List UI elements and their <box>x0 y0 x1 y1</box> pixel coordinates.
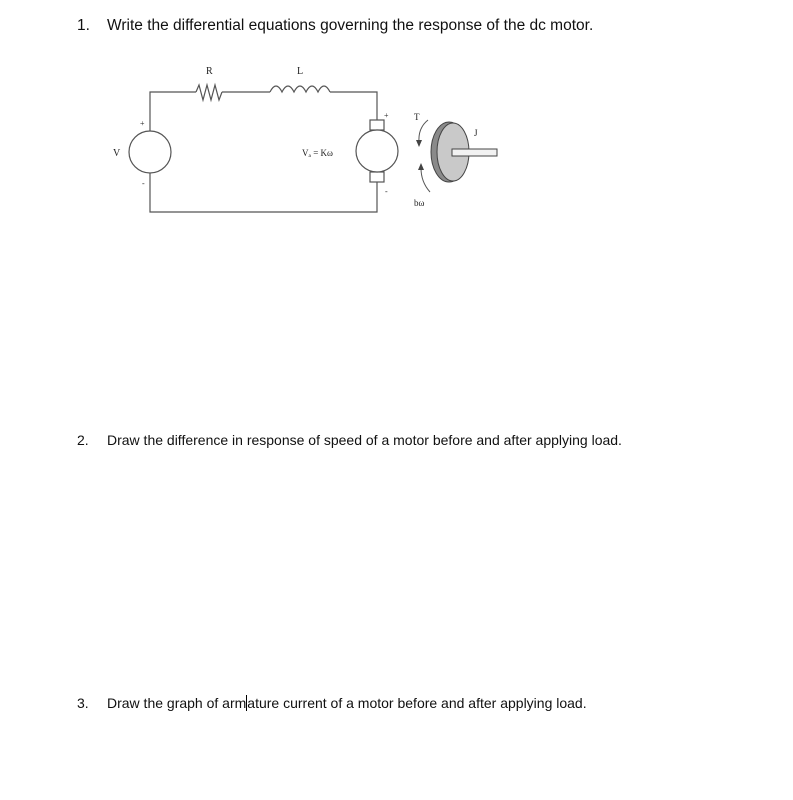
friction-label: bω <box>414 198 425 208</box>
motor-armature <box>356 130 398 172</box>
friction-arrowhead <box>418 163 424 170</box>
question-number: 2. <box>77 432 89 448</box>
torque-arrowhead <box>416 140 422 147</box>
source-label: V <box>113 148 121 159</box>
motor-shaft <box>452 149 497 156</box>
voltage-source <box>129 131 171 173</box>
torque-arrow <box>419 120 428 142</box>
motor-brush-top <box>370 120 384 130</box>
resistor-symbol <box>196 85 222 100</box>
question-text[interactable] <box>107 695 587 711</box>
text-before-cursor: Draw the graph of arm <box>107 695 247 711</box>
motor-minus-sign: - <box>385 187 388 196</box>
motor-plus-sign: + <box>384 111 389 120</box>
inertia-label: J <box>474 128 478 138</box>
wire-top-right <box>330 92 377 120</box>
text-after-cursor: ature current of a motor before and after applying load. <box>247 695 587 711</box>
source-minus-sign: - <box>142 179 145 188</box>
question-text: Write the differential equations governing the response of the dc motor. <box>107 17 594 34</box>
inductor-label: L <box>297 66 304 77</box>
question-number: 1. <box>77 17 90 34</box>
motor-brush-bottom <box>370 172 384 182</box>
question-text: Draw the difference in response of speed of a motor before and after applying load. <box>107 432 622 448</box>
question-number: 3. <box>77 695 89 711</box>
wire-top-left <box>150 92 196 131</box>
torque-label: T <box>414 112 420 122</box>
wire-bottom <box>150 172 377 212</box>
resistor-label: R <box>206 66 213 77</box>
source-plus-sign: + <box>140 119 145 128</box>
back-emf-label: Vₐ = Kω <box>302 148 333 158</box>
inductor-symbol <box>270 86 330 92</box>
friction-arrow <box>421 168 430 192</box>
